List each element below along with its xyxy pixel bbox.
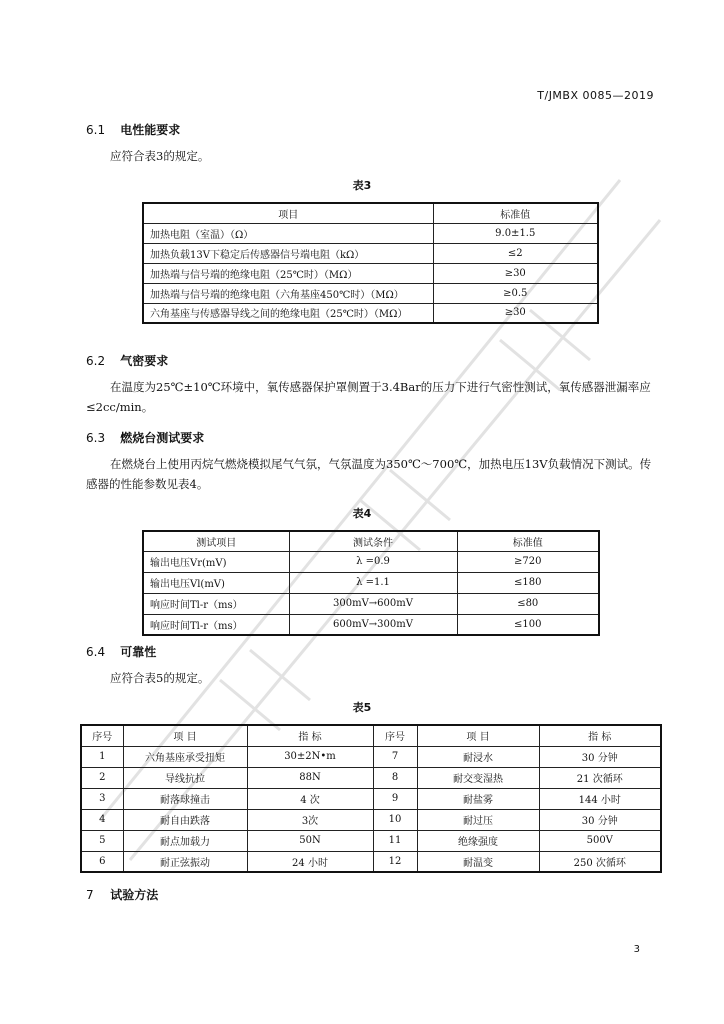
table-header-cell: 项 目 xyxy=(123,725,247,746)
section-title: 燃烧台测试要求 xyxy=(120,431,205,445)
section-6-3-heading xyxy=(86,429,204,446)
table-header-cell: 测试项目 xyxy=(143,531,289,551)
table-cell: λ =1.1 xyxy=(289,572,457,593)
table-header-row xyxy=(143,203,598,223)
table-cell: 12 xyxy=(373,851,417,872)
document-code: T/JMBX 0085—2019 xyxy=(537,89,654,102)
table-cell: 加热负载13V下稳定后传感器信号端电阻（kΩ） xyxy=(143,243,433,263)
table-cell: 9.0±1.5 xyxy=(433,223,598,243)
table-cell: 5 xyxy=(81,830,123,851)
table4-caption: 表4 xyxy=(352,507,372,520)
table-cell: 1 xyxy=(81,746,123,767)
table-cell: 9 xyxy=(373,788,417,809)
table-cell: 250 次循环 xyxy=(539,851,661,872)
table-row xyxy=(81,788,661,809)
section-6-1-heading xyxy=(86,121,180,138)
table-cell: ≥720 xyxy=(457,551,599,572)
table-header-cell: 标准值 xyxy=(457,531,599,551)
table-row xyxy=(143,283,598,303)
table-cell: 24 小时 xyxy=(247,851,373,872)
table-cell: 4 次 xyxy=(247,788,373,809)
page-number: 3 xyxy=(633,944,640,955)
section-6-2-body: 在温度为25℃±10℃环境中，氧传感器保护罩侧置于3.4Bar的压力下进行气密性测试，氧传感器泄漏率应≤2cc/min。 xyxy=(86,380,651,414)
table-cell: 21 次循环 xyxy=(539,767,661,788)
table-row xyxy=(143,593,599,614)
table-header-row xyxy=(143,531,599,551)
table-header-cell: 测试条件 xyxy=(289,531,457,551)
table-cell: 响应时间Tl-r（ms） xyxy=(143,614,289,635)
table-cell: 3次 xyxy=(247,809,373,830)
table-cell: 3 xyxy=(81,788,123,809)
table5-caption: 表5 xyxy=(352,701,372,714)
section-number: 7 xyxy=(86,888,94,902)
table-cell: ≤100 xyxy=(457,614,599,635)
section-6-4-heading xyxy=(86,643,156,660)
table-cell: 2 xyxy=(81,767,123,788)
table-row xyxy=(143,551,599,572)
table5 xyxy=(80,724,662,873)
table-cell: 10 xyxy=(373,809,417,830)
table-header-cell: 项 目 xyxy=(417,725,539,746)
table-row xyxy=(81,809,661,830)
table-cell: 耐自由跌落 xyxy=(123,809,247,830)
table-cell: 11 xyxy=(373,830,417,851)
table-cell: 加热端与信号端的绝缘电阻（25℃时）（MΩ） xyxy=(143,263,433,283)
table-cell: 7 xyxy=(373,746,417,767)
table-cell: 600mV→300mV xyxy=(289,614,457,635)
table-cell: ≥30 xyxy=(433,263,598,283)
table-cell: ≥30 xyxy=(433,303,598,323)
table-row xyxy=(81,746,661,767)
section-number: 6.1 xyxy=(86,123,106,137)
table-cell: 六角基座承受扭矩 xyxy=(123,746,247,767)
table-cell: 耐温变 xyxy=(417,851,539,872)
table-cell: 6 xyxy=(81,851,123,872)
table-cell: 耐落球撞击 xyxy=(123,788,247,809)
table-header-cell: 项目 xyxy=(143,203,433,223)
table-row xyxy=(81,851,661,872)
table-cell: 500V xyxy=(539,830,661,851)
table-cell: 加热端与信号端的绝缘电阻（六角基座450℃时）（MΩ） xyxy=(143,283,433,303)
table-cell: 耐盐雾 xyxy=(417,788,539,809)
table-cell: 50N xyxy=(247,830,373,851)
table-cell: 导线抗拉 xyxy=(123,767,247,788)
table-row xyxy=(143,223,598,243)
section-7-heading xyxy=(86,886,158,903)
table-cell: ≤2 xyxy=(433,243,598,263)
table-cell: 8 xyxy=(373,767,417,788)
table-header-row xyxy=(81,725,661,746)
table-header-cell: 指 标 xyxy=(247,725,373,746)
table-cell: 六角基座与传感器导线之间的绝缘电阻（25℃时）（MΩ） xyxy=(143,303,433,323)
table-cell: λ =0.9 xyxy=(289,551,457,572)
section-6-1-body: 应符合表3的规定。 xyxy=(110,149,210,163)
table-row xyxy=(81,830,661,851)
table-cell: 30±2N•m xyxy=(247,746,373,767)
section-number: 6.4 xyxy=(86,645,106,659)
section-title: 气密要求 xyxy=(120,354,169,368)
table-cell: 耐浸水 xyxy=(417,746,539,767)
table-cell: 30 分钟 xyxy=(539,809,661,830)
table-cell: 144 小时 xyxy=(539,788,661,809)
table-cell: 输出电压Vl(mV) xyxy=(143,572,289,593)
table3 xyxy=(142,202,599,324)
table-cell: 耐过压 xyxy=(417,809,539,830)
table-row xyxy=(81,767,661,788)
table-cell: 耐正弦振动 xyxy=(123,851,247,872)
section-number: 6.2 xyxy=(86,354,106,368)
table-cell: 4 xyxy=(81,809,123,830)
section-6-4-body: 应符合表5的规定。 xyxy=(110,671,210,685)
table-cell: 耐交变湿热 xyxy=(417,767,539,788)
section-6-2-heading xyxy=(86,352,168,369)
table-cell: 88N xyxy=(247,767,373,788)
table-row xyxy=(143,614,599,635)
table-cell: 响应时间Tl-r（ms） xyxy=(143,593,289,614)
table-cell: 耐点加载力 xyxy=(123,830,247,851)
section-6-3-body: 在燃烧台上使用丙烷气燃烧模拟尾气气氛，气氛温度为350℃～700℃，加热电压13V负载情况下测试。传感器的性能参数见表4。 xyxy=(86,457,652,491)
table-cell: ≤180 xyxy=(457,572,599,593)
section-title: 试验方法 xyxy=(110,888,159,902)
table-cell: 输出电压Vr(mV) xyxy=(143,551,289,572)
section-number: 6.3 xyxy=(86,431,106,445)
table3-caption: 表3 xyxy=(352,179,372,192)
table-row xyxy=(143,243,598,263)
section-title: 电性能要求 xyxy=(120,123,181,137)
table-cell: 绝缘强度 xyxy=(417,830,539,851)
table-header-cell: 标准值 xyxy=(433,203,598,223)
table-row xyxy=(143,572,599,593)
section-title: 可靠性 xyxy=(120,645,157,659)
table-cell: ≥0.5 xyxy=(433,283,598,303)
table4 xyxy=(142,530,600,636)
table-row xyxy=(143,263,598,283)
table-cell: 300mV→600mV xyxy=(289,593,457,614)
table-cell: ≤80 xyxy=(457,593,599,614)
table-header-cell: 指 标 xyxy=(539,725,661,746)
table-cell: 加热电阻（室温）（Ω） xyxy=(143,223,433,243)
table-row xyxy=(143,303,598,323)
table-header-cell: 序号 xyxy=(373,725,417,746)
table-cell: 30 分钟 xyxy=(539,746,661,767)
table-header-cell: 序号 xyxy=(81,725,123,746)
